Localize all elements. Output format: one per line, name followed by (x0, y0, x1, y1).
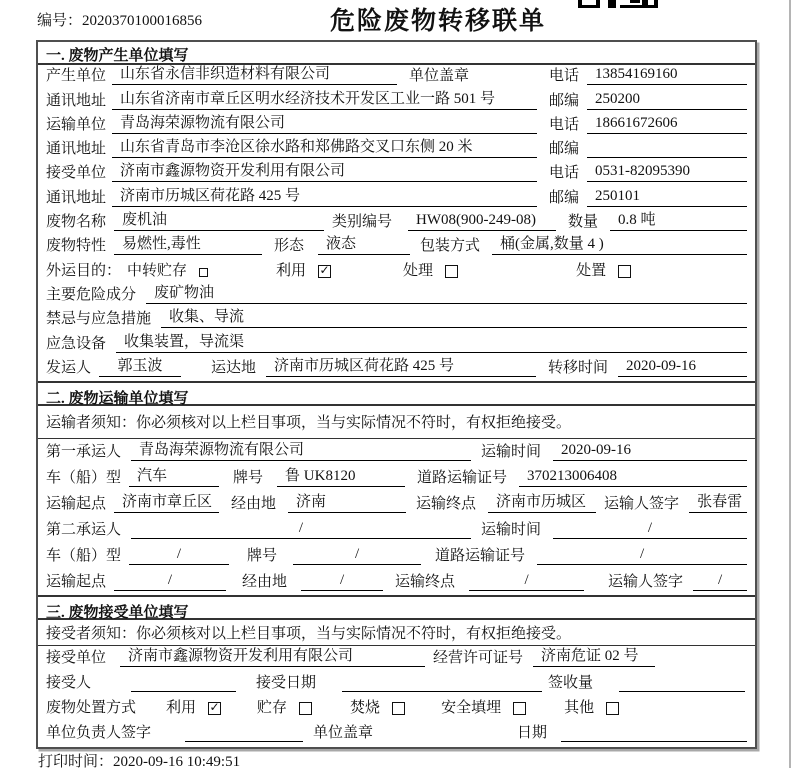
address-label: 通讯地址 (46, 189, 107, 206)
section3-header: 三. 废物接受单位填写 (38, 595, 755, 620)
packaging-label: 包装方式 (420, 238, 481, 255)
hazard-value: 废矿物油 (146, 281, 747, 304)
manifest-form (36, 40, 757, 749)
serial-label: 编号： (37, 13, 83, 29)
destination-label: 运达地 (211, 359, 257, 376)
road-permit-value: / (537, 546, 747, 565)
row-vehicle2 (38, 543, 755, 569)
responsible-sign-value-empty (185, 737, 303, 742)
plate-value: / (293, 546, 421, 565)
phone-label: 电话 (549, 165, 580, 182)
route-start-value: / (114, 572, 226, 591)
plate-label: 牌号 (247, 547, 278, 564)
carrier1-value: 青岛海荣源物流有限公司 (131, 438, 471, 461)
row-signature (38, 721, 755, 746)
option-store-label: 贮存 (257, 699, 288, 716)
recipient-value-empty (131, 687, 236, 692)
checkbox-other (606, 702, 619, 715)
address-label: 通讯地址 (46, 141, 107, 158)
address-value: 济南市历城区荷花路 425 号 (112, 184, 537, 207)
checkbox-transfer-storage (199, 268, 208, 277)
checkbox-treat (445, 265, 458, 278)
waste-name-label: 废物名称 (46, 214, 107, 231)
receiving-unit-value: 济南市鑫源物资开发利用有限公司 (120, 644, 425, 667)
option-other-label: 其他 (564, 699, 595, 716)
option-use-label: 利用 (276, 262, 307, 279)
equipment-label: 应急设备 (46, 335, 107, 352)
section2-header: 二. 废物运输单位填写 (38, 381, 755, 406)
license-label: 经营许可证号 (433, 649, 524, 666)
form-value: 液态 (318, 232, 410, 255)
qr-module (578, 5, 600, 8)
route-via-label: 经由地 (231, 495, 277, 512)
route-start-value: 济南市章丘区 (114, 490, 219, 513)
received-amount-value-empty (619, 687, 745, 692)
transport-time-label: 运输时间 (481, 521, 542, 538)
phone-label: 电话 (549, 68, 580, 85)
transporter-label: 运输单位 (46, 116, 107, 133)
checkbox-landfill (513, 702, 526, 715)
unit-seal-label: 单位盖章 (313, 724, 374, 741)
road-permit-label: 道路运输证号 (435, 547, 526, 564)
section1-header: 一. 废物产生单位填写 (38, 42, 755, 65)
option-use-label: 利用 (166, 699, 197, 716)
row-dispatch (38, 357, 755, 381)
vehicle-type-label: 车（船）型 (46, 547, 122, 564)
category-value: HW08(900-249-08) (408, 212, 556, 231)
row-receiving-person (38, 671, 755, 696)
transporter-sign-value: / (693, 572, 747, 591)
purpose-label: 外运目的： (46, 262, 122, 279)
phone-group (549, 113, 747, 134)
form-label: 形态 (274, 238, 305, 255)
equipment-value: 收集装置，导流渠 (116, 330, 747, 353)
route-end-value: / (469, 572, 584, 591)
option-incinerate-label: 焚烧 (350, 699, 381, 716)
qr-module (630, 0, 640, 3)
producer-label: 产生单位 (46, 68, 107, 85)
packaging-value: 桶(金属,数量 4 ) (492, 232, 747, 255)
producer-value: 山东省永信非织造材料有限公司 (112, 62, 397, 85)
qr-module (642, 0, 648, 8)
vehicle-type-value: 汽车 (129, 464, 219, 487)
date-value-empty (561, 737, 747, 742)
hazard-label: 主要危险成分 (46, 286, 137, 303)
date-label: 日期 (517, 724, 548, 741)
row-carrier1 (38, 439, 755, 465)
route-start-label: 运输起点 (46, 573, 107, 590)
row-receiving-unit (38, 646, 755, 671)
road-permit-value: 370213006408 (519, 468, 747, 487)
measures-value: 收集、导流 (161, 305, 747, 328)
carrier2-label: 第二承运人 (46, 521, 122, 538)
vehicle-type-label: 车（船）型 (46, 469, 122, 486)
receive-date-value-empty (342, 687, 542, 692)
property-value: 易燃性,毒性 (114, 232, 262, 255)
quantity-value: 0.8 吨 (610, 208, 747, 231)
route-start-label: 运输起点 (46, 495, 107, 512)
address-value: 山东省济南市章丘区明水经济技术开发区工业一路 501 号 (112, 87, 537, 110)
plate-label: 牌号 (233, 469, 264, 486)
category-label: 类别编号 (332, 214, 393, 231)
receiving-unit-label: 接受单位 (46, 649, 107, 666)
measures-label: 禁忌与应急措施 (46, 311, 152, 328)
dispatcher-value: 郭玉波 (99, 354, 181, 377)
receiver-label: 接受单位 (46, 165, 107, 182)
page-title: 危险废物转移联单 (330, 8, 547, 35)
row-vehicle1 (38, 465, 755, 491)
section2-notice: 运输者须知：你必须核对以上栏目事项，当与实际情况不符时，有权拒绝接受。 (38, 406, 755, 439)
option-landfill-label: 安全填埋 (441, 699, 502, 716)
phone-value: 18661672606 (587, 115, 747, 134)
transporter-sign-label: 运输人签字 (608, 573, 684, 590)
section3-notice: 接受者须知：你必须核对以上栏目事项，当与实际情况不符时，有权拒绝接受。 (38, 620, 755, 646)
address-label: 通讯地址 (46, 92, 107, 109)
zip-value: 250101 (587, 188, 747, 207)
disposal-method-label: 废物处置方式 (46, 699, 137, 716)
checkbox-use: ✓ (209, 700, 220, 715)
zip-label: 邮编 (549, 92, 580, 109)
transport-time-value: / (553, 520, 747, 539)
phone-group (549, 161, 747, 182)
transporter-sign-label: 运输人签字 (604, 495, 680, 512)
receiver-value: 济南市鑫源物资开发利用有限公司 (112, 159, 537, 182)
phone-label: 电话 (549, 116, 580, 133)
route-end-value: 济南市历城区 (488, 490, 596, 513)
destination-value: 济南市历城区荷花路 425 号 (266, 354, 536, 377)
transfer-time-value: 2020-09-16 (618, 358, 747, 377)
phone-group (549, 64, 747, 85)
qr-module (620, 5, 656, 8)
qr-code-fragment (578, 0, 658, 8)
transfer-time-label: 转移时间 (548, 359, 609, 376)
route-end-label: 运输终点 (395, 573, 456, 590)
checkbox-use: ✓ (319, 263, 330, 278)
option-dispose-label: 处置 (576, 262, 607, 279)
phone-value: 0531-82095390 (587, 163, 747, 182)
transporter-value: 青岛海荣源物流有限公司 (112, 111, 537, 134)
receive-date-label: 接受日期 (256, 674, 317, 691)
route-via-value: 济南 (288, 490, 406, 513)
property-label: 废物特性 (46, 238, 107, 255)
print-time-label: 打印时间： (38, 754, 114, 768)
zip-value: 250200 (587, 91, 747, 110)
zip-value-empty (587, 153, 747, 158)
phone-value: 13854169160 (587, 66, 747, 85)
option-transfer-label: 中转贮存 (127, 262, 188, 279)
checkbox-store (299, 702, 312, 715)
responsible-sign-label: 单位负责人签字 (46, 724, 152, 741)
serial-value: 2020370100016856 (82, 13, 203, 29)
address-value: 山东省青岛市李沧区徐水路和郑佛路交叉口东侧 20 米 (112, 135, 537, 158)
qr-module (654, 0, 658, 8)
plate-value: 鲁 UK8120 (277, 464, 405, 487)
quantity-label: 数量 (568, 214, 599, 231)
print-time-value: 2020-09-16 10:49:51 (113, 754, 241, 768)
zip-group (549, 89, 747, 110)
qr-module (608, 0, 616, 8)
row-route1 (38, 491, 755, 517)
carrier2-value: / (131, 520, 471, 539)
row-waste-property (38, 235, 755, 259)
checkbox-incinerate (392, 702, 405, 715)
received-amount-label: 签收量 (548, 674, 594, 691)
row-route2 (38, 569, 755, 595)
road-permit-label: 道路运输证号 (417, 469, 508, 486)
option-treat-label: 处理 (403, 262, 434, 279)
dispatcher-label: 发运人 (46, 359, 92, 376)
zip-label: 邮编 (549, 189, 580, 206)
waste-name-value: 废机油 (114, 208, 324, 231)
route-via-label: 经由地 (242, 573, 288, 590)
zip-group (549, 186, 747, 207)
checkbox-dispose (618, 265, 631, 278)
row-disposal-method (38, 696, 755, 721)
row-carrier2 (38, 517, 755, 543)
zip-label: 邮编 (549, 141, 580, 158)
recipient-label: 接受人 (46, 674, 92, 691)
vehicle-type-value: / (129, 546, 229, 565)
route-via-value: / (301, 572, 383, 591)
print-time (38, 750, 240, 768)
transport-time-label: 运输时间 (481, 443, 542, 460)
seal-label: 单位盖章 (409, 68, 470, 85)
zip-group (549, 137, 747, 158)
transporter-sign-value: 张春雷 (689, 490, 747, 513)
transport-time-value: 2020-09-16 (553, 442, 747, 461)
window-edge-line (789, 0, 791, 768)
serial-number (37, 9, 202, 30)
carrier1-label: 第一承运人 (46, 443, 122, 460)
license-value: 济南危证 02 号 (533, 644, 655, 667)
route-end-label: 运输终点 (416, 495, 477, 512)
